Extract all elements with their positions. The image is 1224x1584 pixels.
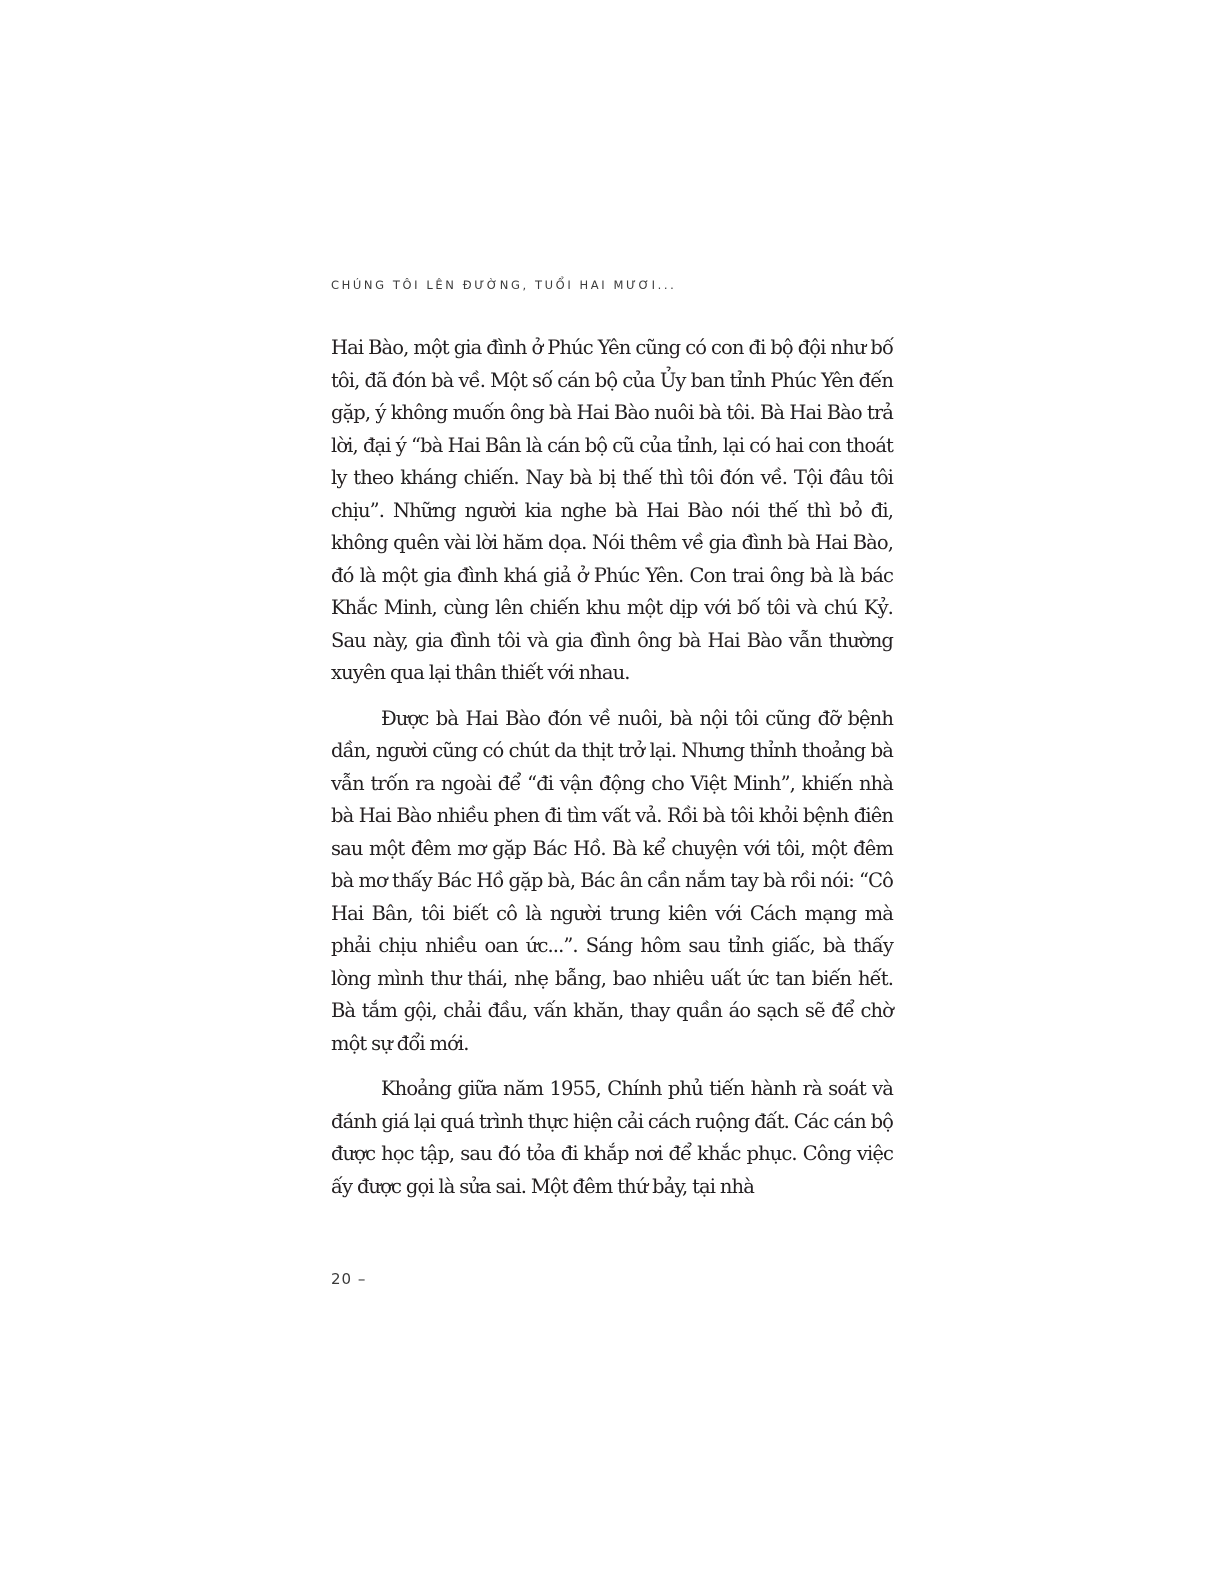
page-number: 20 – <box>331 1270 367 1288</box>
running-header: CHÚNG TÔI LÊN ĐƯỜNG, TUỔI HAI MƯƠI... <box>331 278 677 292</box>
paragraph-3: Khoảng giữa năm 1955, Chính phủ tiến hành rà soát và đánh giá lại quá trình thực hiện cải cách ruộng đất. Các cán bộ được học tập, sau đó tỏa đi khắp nơi để khắc phục. Công việc ấy được gọi là sửa sai. Một đêm thứ bảy, tại nhà <box>331 1077 893 1198</box>
paragraph-2: Được bà Hai Bào đón về nuôi, bà nội tôi cũng đỡ bệnh dần, người cũng có chút da thịt trở lại. Nhưng thỉnh thoảng bà vẫn trốn ra ngoài để “đi vận động cho Việt Minh”, khiến nhà bà Hai Bào nhiều phen đi tìm vất vả. Rồi bà tôi khỏi bệnh điên sau một đêm mơ gặp Bác Hồ. Bà kể chuyện với tôi, một đêm bà mơ thấy Bác Hồ gặp bà, Bác ân cần nắm tay bà rồi nói: “Cô Hai Bân, tôi biết cô là người trung kiên với Cách mạng mà phải chịu nhiều oan ức...”. Sáng hôm sau tỉnh giấc, bà thấy lòng mình thư thái, nhẹ bẫng, bao nhiêu uất ức tan biến hết. Bà tắm gội, chải đầu, vấn khăn, thay quần áo sạch sẽ để chờ một sự đổi mới. <box>331 706 893 1055</box>
paragraph-1: Hai Bào, một gia đình ở Phúc Yên cũng có con đi bộ đội như bố tôi, đã đón bà về. Một số cán bộ của Ủy ban tỉnh Phúc Yên đến gặp, ý không muốn ông bà Hai Bào nuôi bà tôi. Bà Hai Bào trả lời, đại ý “bà Hai Bân là cán bộ cũ của tỉnh, lại có hai con thoát ly theo kháng chiến. Nay bà bị thế thì tôi đón về. Tội đâu tôi chịu”. Những người kia nghe bà Hai Bào nói thế thì bỏ đi, không quên vài lời hăm dọa. Nói thêm về gia đình bà Hai Bào, đó là một gia đình khá giả ở Phúc Yên. Con trai ông bà là bác Khắc Minh, cùng lên chiến khu một dịp với bố tôi và chú Kỷ. Sau này, gia đình tôi và gia đình ông bà Hai Bào vẫn thường xuyên qua lại thân thiết với nhau. <box>331 336 893 684</box>
body-text <box>331 332 893 1216</box>
